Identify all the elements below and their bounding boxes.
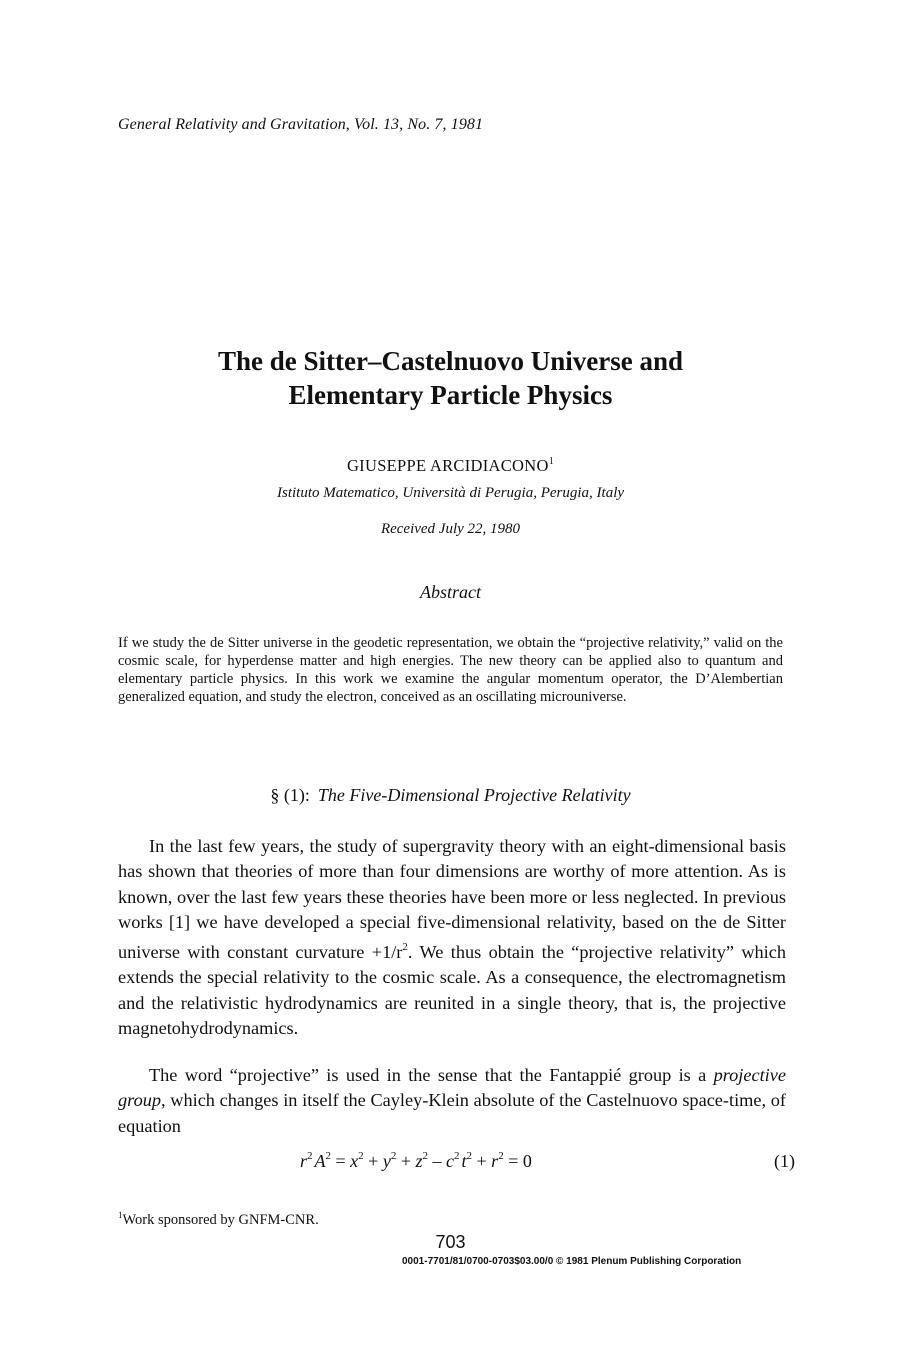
paragraph-1-part-a: In the last few years, the study of supergravity theory with an eight-dimensional basis has shown that theories of more than four dimensions are worthy of more attention. As is known, over the last few years these theories have been more or less neglected. In previous works [1] we have developed a special five-dimensional relativity, based on the de Sitter universe with constant curvature +1/r (118, 836, 786, 963)
section-title: The Five-Dimensional Projective Relativity (317, 785, 631, 805)
copyright-line: 0001-7701/81/0700-0703$03.00/0 © 1981 Plenum Publishing Corporation (402, 1256, 742, 1267)
equation-1-number: (1) (774, 1151, 795, 1171)
title-line-1: The de Sitter–Castelnuovo Universe and (218, 346, 683, 376)
author (0, 456, 901, 476)
author-footnote-mark: 1 (548, 456, 555, 467)
journal-citation: General Relativity and Gravitation, Vol. 13, No. 7, 1981 (118, 116, 484, 133)
paragraph-2-emphasis: projective group (118, 1065, 786, 1111)
section-number: § (1): (270, 785, 310, 805)
equation-1: $r^2$ $A^2 = x^2 + y^2 + z^2 - c^2$ $t^2 + r^2 = 0$ (300, 1150, 532, 1171)
author-name: GIUSEPPE ARCIDIACONO (346, 456, 549, 475)
footnote-text: Work sponsored by GNFM-CNR. (122, 1212, 319, 1228)
paragraph-1-part-b: . We thus obtain the “projective relativity” which extends the special relativity to the cosmic scale. As a consequence, the electromagnetism and the relativistic hydrodynamics are reunited in a single theory, that is, the projective magnetohydrodynamics. (118, 942, 786, 1039)
paragraph-2 (118, 1063, 786, 1139)
paragraph-2-part-a: The word “projective” is used in the sense that the Fantappié group is a (149, 1065, 714, 1085)
curvature-exponent: 2 (402, 941, 408, 954)
page-number: 703 (435, 1232, 466, 1252)
title-line-2: Elementary Particle Physics (288, 380, 613, 410)
footnote-mark: 1 (118, 1210, 123, 1220)
paragraph-1 (118, 834, 786, 1041)
footnote (118, 1210, 319, 1229)
paper-title (0, 344, 901, 412)
section-heading (0, 785, 901, 806)
received-date: Received July 22, 1980 (380, 521, 521, 537)
paragraph-2-part-b: , which changes in itself the Cayley-Klein absolute of the Castelnuovo space-time, of equation (118, 1090, 786, 1136)
abstract-text: If we study the de Sitter universe in the geodetic representation, we obtain the “projective relativity,” valid on the cosmic scale, for hyperdense matter and high energies. The new theory can be applied also to quantum and elementary particle physics. In this work we examine the angular momentum operator, the D’Alembertian generalized equation, and study the electron, conceived as an oscillating microuniverse. (118, 635, 783, 705)
affiliation: Istituto Matematico, Università di Perugia, Perugia, Italy (276, 485, 625, 501)
abstract-heading: Abstract (420, 582, 481, 602)
